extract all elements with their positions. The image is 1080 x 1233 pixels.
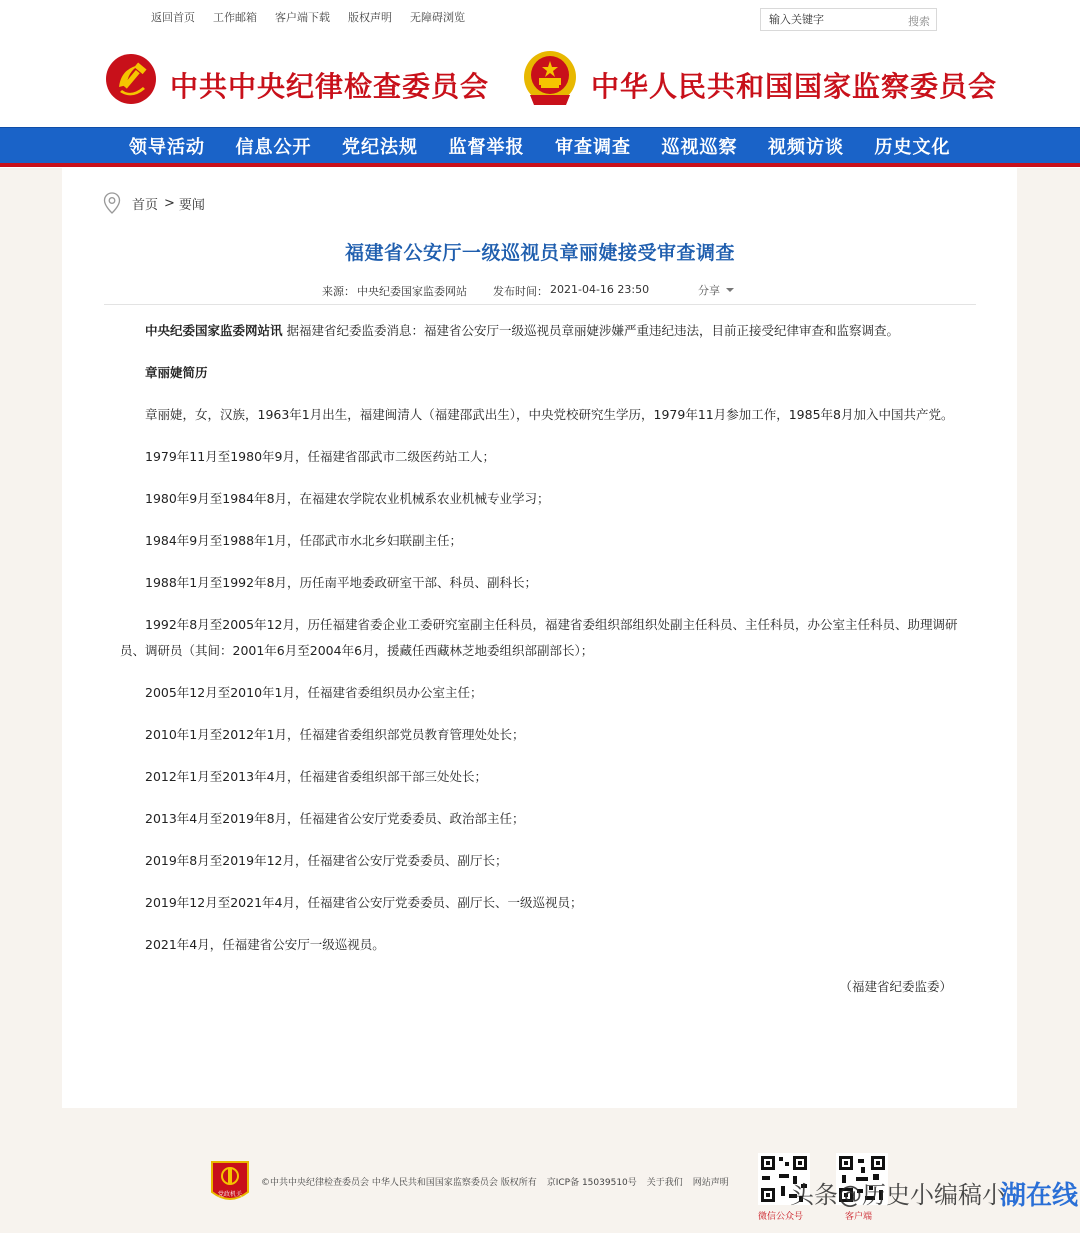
paragraph: 2019年12月至2021年4月，任福建省公安厅党委委员、副厅长、一级巡视员； [145, 895, 583, 910]
footer-copyright: ©中共中央纪律检查委员会 中华人民共和国国家监察委员会 版权所有 [261, 1178, 537, 1188]
footer-icp: 京ICP备 15039510号 [546, 1178, 637, 1188]
source-label: 来源： [322, 285, 355, 298]
title-divider [104, 304, 976, 305]
nav-item-investigation[interactable]: 审查调查 [555, 137, 631, 158]
resume-heading: 章丽婕简历 [145, 365, 208, 380]
nav-item-leadership[interactable]: 领导活动 [129, 137, 205, 158]
share-button[interactable] [698, 282, 734, 298]
paragraph: 1992年8月至2005年12月，历任福建省委企业工委研究室副主任科员，福建省委组织部组织处副主任科员、主任科员，办公室主任科员、助理调研员、调研员（其间：2001年6月至2004年6月，援藏任西藏林芝地委组织部副部长）； [120, 617, 958, 658]
party-gov-badge-icon[interactable] [209, 1158, 251, 1208]
location-pin-icon [103, 192, 121, 214]
wechat-qr-label: 微信公众号 [758, 1212, 804, 1222]
nav-item-inspection[interactable]: 巡视巡察 [661, 137, 738, 158]
chevron-down-icon [726, 288, 734, 292]
article-credit: （福建省纪委监委） [839, 979, 952, 994]
watermark: 头条@历史小编稿小 [790, 1181, 1006, 1209]
top-links [151, 9, 465, 25]
search-input[interactable] [761, 13, 891, 26]
nav-item-history[interactable]: 历史文化 [874, 137, 951, 158]
paragraph: 1988年1月至1992年8月，历任南平地委政研室干部、科员、副科长； [145, 575, 538, 590]
search-box [760, 8, 937, 31]
paragraph: 章丽婕，女，汉族，1963年1月出生，福建闽清人（福建邵武出生），中央党校研究生学历，1979年11月参加工作，1985年8月加入中国共产党。 [145, 407, 954, 422]
breadcrumb-separator: > [164, 195, 175, 211]
lead-text: 据福建省纪委监委消息：福建省公安厅一级巡视员章丽婕涉嫌严重违纪违法，目前正接受纪律审查和监察调查。 [282, 323, 899, 338]
paragraph: 2012年1月至2013年4月，任福建省委组织部干部三处处长； [145, 769, 488, 784]
badge-text: 党政机关 [217, 1191, 243, 1198]
watermark-site: 湖在线 [1000, 1181, 1079, 1211]
main-nav [0, 127, 1080, 167]
article-body [120, 318, 962, 1016]
breadcrumb-home[interactable]: 首页 [132, 197, 159, 213]
nav-item-video[interactable]: 视频访谈 [768, 137, 844, 158]
paragraph: 2010年1月至2012年1月，任福建省委组织部党员教育管理处处长； [145, 727, 525, 742]
paragraph: 1979年11月至1980年9月，任福建省邵武市二级医药站工人； [145, 449, 495, 464]
nav-item-info-disclosure[interactable]: 信息公开 [235, 137, 312, 158]
lead-bold: 中央纪委国家监委网站讯 [145, 323, 283, 338]
search-button[interactable]: 搜索 [908, 15, 930, 28]
paragraph: 2005年12月至2010年1月，任福建省委组织员办公室主任； [145, 685, 483, 700]
article-meta [322, 283, 649, 299]
article-title: 福建省公安厅一级巡视员章丽婕接受审查调查 [344, 242, 735, 264]
footer-statement-link[interactable]: 网站声明 [692, 1178, 729, 1188]
footer-about-link[interactable]: 关于我们 [646, 1178, 683, 1188]
source-value: 中央纪委国家监委网站 [357, 285, 467, 298]
ccdi-logo-text[interactable]: 中共中央纪律检查委员会 [170, 70, 490, 103]
share-label: 分享 [698, 284, 720, 297]
paragraph: 1984年9月至1988年1月，任邵武市水北乡妇联副主任； [145, 533, 463, 548]
nsc-logo-text[interactable]: 中华人民共和国国家监察委员会 [591, 70, 998, 103]
nav-item-regulations[interactable]: 党纪法规 [342, 137, 418, 158]
paragraph: 1980年9月至1984年8月，在福建农学院农业机械系农业机械专业学习； [145, 491, 550, 506]
paragraph: 2021年4月，任福建省公安厅一级巡视员。 [145, 937, 385, 952]
party-emblem-icon[interactable] [105, 53, 157, 105]
top-link-mail[interactable]: 工作邮箱 [213, 11, 257, 24]
paragraph: 2013年4月至2019年8月，任福建省公安厅党委委员、政治部主任； [145, 811, 525, 826]
top-utility-bar [0, 0, 1080, 36]
top-link-home[interactable]: 返回首页 [151, 11, 195, 24]
publish-time: 2021-04-16 23:50 [550, 283, 650, 296]
breadcrumb-current[interactable]: 要闻 [178, 197, 205, 213]
breadcrumb [103, 192, 205, 214]
top-link-copyright[interactable]: 版权声明 [348, 11, 392, 24]
top-link-accessibility[interactable]: 无障碍浏览 [410, 11, 465, 24]
national-emblem-icon[interactable] [522, 49, 578, 109]
nav-item-report[interactable]: 监督举报 [448, 137, 525, 158]
paragraph: 2019年8月至2019年12月，任福建省公安厅党委委员、副厅长； [145, 853, 508, 868]
top-link-client-download[interactable]: 客户端下载 [275, 11, 330, 24]
time-label: 发布时间： [493, 285, 548, 298]
client-qr-label: 客户端 [845, 1212, 873, 1222]
footer [0, 1113, 1080, 1233]
lead-paragraph [120, 318, 962, 344]
logo-header [0, 40, 1080, 126]
footer-text [261, 1175, 729, 1188]
